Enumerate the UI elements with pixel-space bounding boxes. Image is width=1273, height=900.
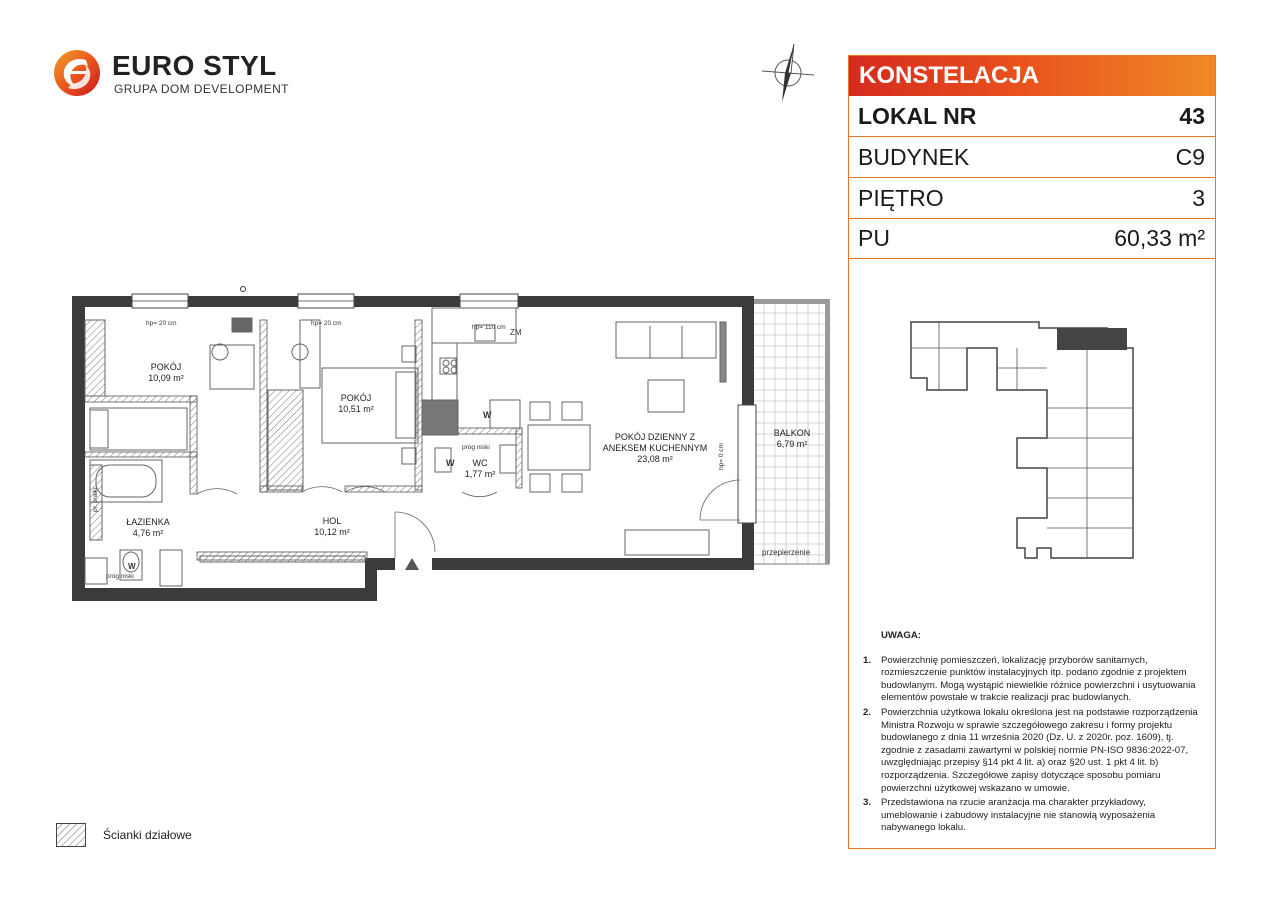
room-label-balcony: BALKON 6,79 m² (773, 428, 811, 449)
north-arrow-icon (758, 42, 818, 104)
info-panel (848, 55, 1216, 849)
brand-title: EURO STYL (112, 50, 277, 81)
plan-note-hp-window-1: hp= 20 cm (146, 320, 177, 327)
entrance-arrow-icon (405, 558, 419, 570)
room-label-bedroom-2: POKÓJ 10,51 m² (338, 393, 374, 414)
room-label-bathroom: ŁAZIENKA 4,76 m² (126, 517, 170, 538)
row-unit-number: LOKAL NR 43 (849, 96, 1215, 137)
euro-styl-logo-icon (52, 48, 102, 98)
note-item: 3. Przedstawiona na rzucie aranżacja ma charakter przykładowy, umeblowanie i zabudowy instalacyjne nie stanowią wyposażenia nabywanego lokalu. (863, 797, 1156, 834)
row-floor: PIĘTRO 3 (849, 178, 1215, 219)
room-label-wc: WC 1,77 m² (464, 458, 496, 479)
plan-note-w-wc: W (446, 458, 455, 468)
plan-note-w-bathroom: W (128, 562, 136, 571)
plan-note-hp-balcony-door: hp= 0 cm (718, 443, 725, 470)
brand-subtitle: GRUPA DOM DEVELOPMENT (114, 82, 289, 96)
notes-section (863, 630, 1203, 837)
plan-note-zm: ZM (510, 328, 522, 337)
brand-logo (52, 48, 292, 108)
plan-note-low-threshold-1: próg niski (462, 444, 490, 451)
room-label-bedroom-1: POKÓJ 10,09 m² (148, 362, 184, 383)
plan-note-washing-machine: pr. pralki (92, 487, 99, 512)
plan-note-low-threshold-2: próg niski (106, 573, 134, 580)
building-key-plan (907, 318, 1143, 566)
hatch-icon (56, 823, 86, 847)
room-label-hall: HOL 10,12 m² (314, 516, 350, 537)
legend-label: Ścianki działowe (103, 828, 192, 842)
row-building: BUDYNEK C9 (849, 137, 1215, 178)
investment-header (849, 56, 1215, 96)
plan-note-hp-window-2: hp= 20 cm (311, 320, 342, 327)
note-item: 2. Powierzchnia użytkowa lokalu określona jest na podstawie rozporządzenia Ministra Rozwoju w sprawie szczegółowego zakresu i formy projektu budowlanego z dnia 11 września 2020 (Dz. U. z 2020r. poz. 1609), tj. zgodnie z zasadami zawartymi w polskiej normie PN-ISO 9836:2022-07, uwzględniając przepisy §14 pkt 4 lit. a) oraz §20 ust. 1 pkt 4 lit. b) rozporządzenia. Szczegółowe zapisy dotyczące sposobu pomiaru powierzchni użytkowej wskazano w umowie. (863, 706, 1198, 794)
row-usable-area: PU 60,33 m² (849, 218, 1215, 259)
plan-note-w-kitchen: W (483, 410, 492, 420)
plan-note-hp-window-3: hp= 110 cm (472, 324, 506, 331)
room-label-living-room: POKÓJ DZIENNY Z ANEKSEM KUCHENNYM 23,08 m² (602, 432, 708, 464)
note-item: 1. Powierzchnię pomieszczeń, lokalizację przyborów sanitarnych, rozmieszczenie punktów instalacyjnych itp. podano zgodnie z projektem budowlanym. Mogą wystąpić niewielkie różnice powierzchni i usytuowania elementów powstałe w trakcie realizacji prac budowlanych. (863, 654, 1196, 704)
plan-note-partition: przepierzenie (762, 548, 811, 557)
investment-name: KONSTELACJA (859, 62, 1040, 89)
floor-plan (60, 280, 850, 610)
notes-title: UWAGA: (881, 630, 921, 641)
